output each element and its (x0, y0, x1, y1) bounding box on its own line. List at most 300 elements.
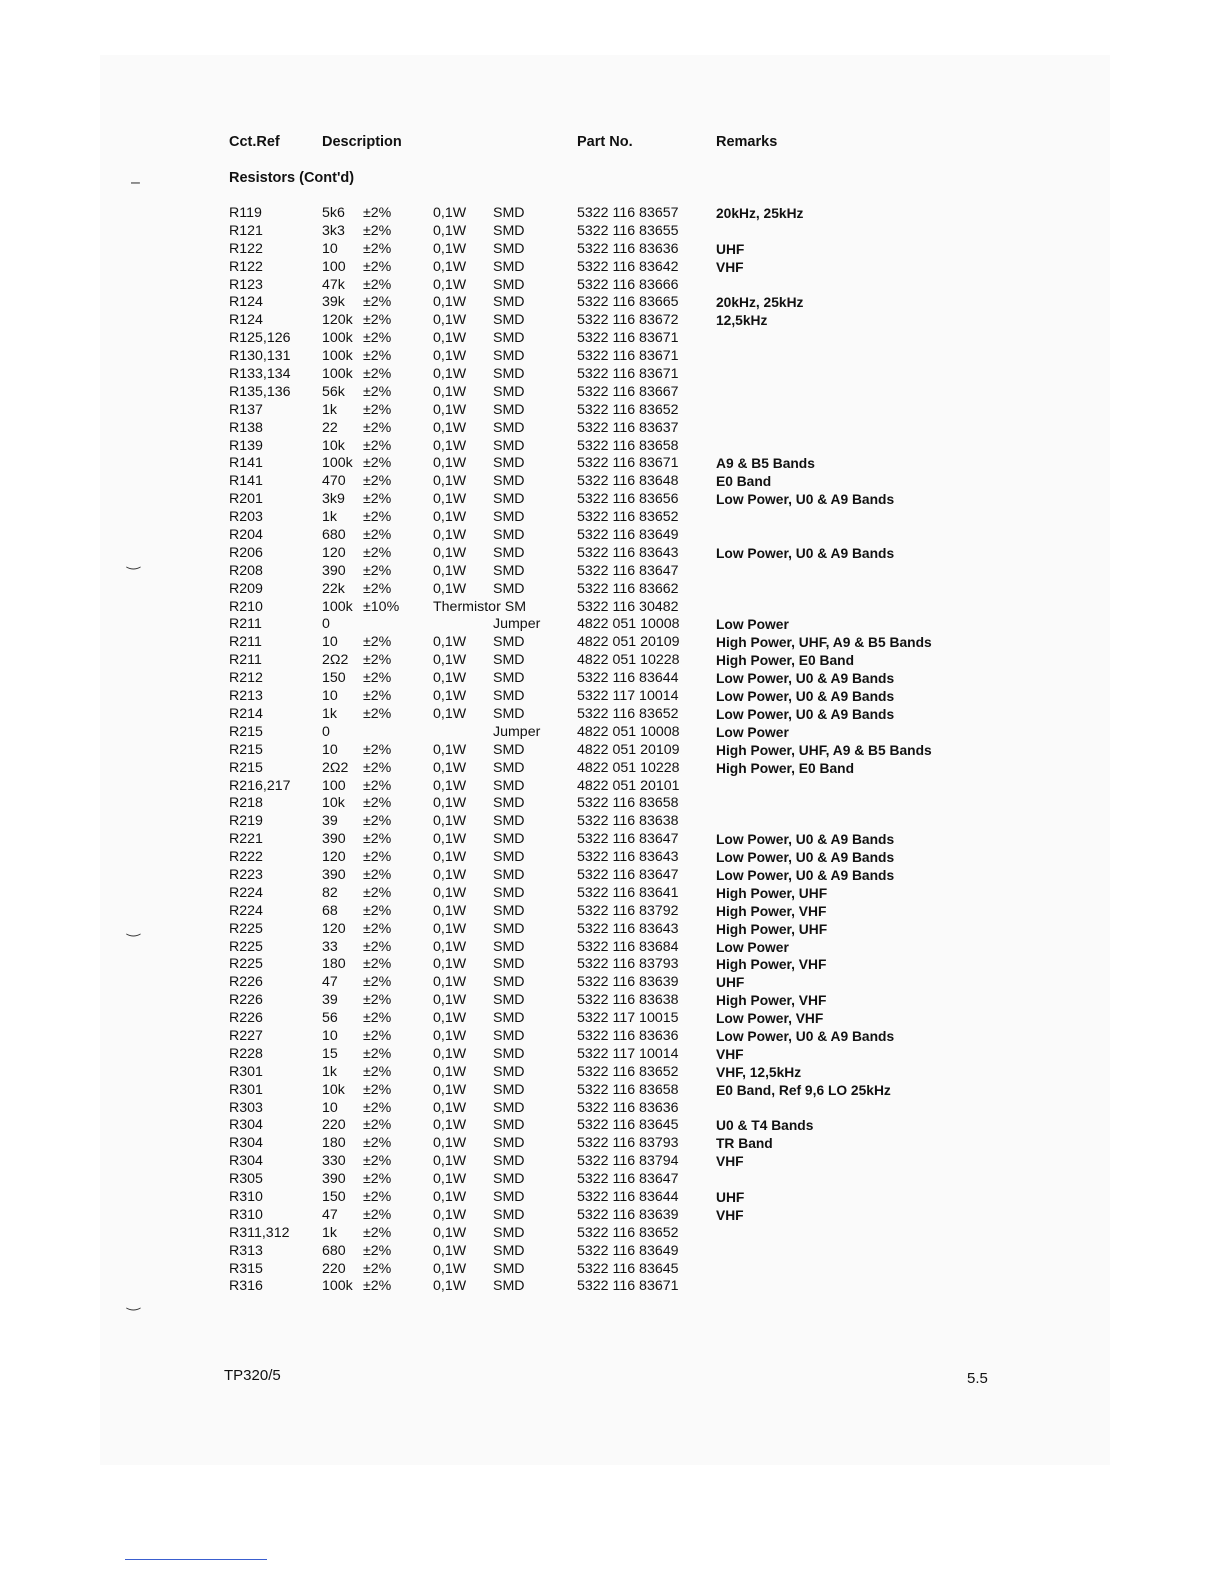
cct-ref-cell: R304 (229, 1135, 263, 1152)
tolerance-cell: ±2% (363, 759, 392, 776)
remarks-cell: U0 & T4 Bands (716, 1118, 814, 1134)
value-cell: 10 (322, 240, 338, 257)
power-cell: 0,1W (433, 920, 467, 937)
remarks-cell: Low Power, U0 & A9 Bands (716, 850, 895, 866)
cct-ref-cell: R215 (229, 723, 263, 740)
type-cell: SMD (493, 1027, 525, 1044)
table-row (0, 706, 1224, 724)
tolerance-cell: ±2% (363, 866, 392, 883)
part-no-cell: 5322 116 83666 (577, 276, 679, 293)
value-cell: 390 (322, 1171, 346, 1188)
cct-ref-cell: R211 (229, 652, 262, 669)
cct-ref-cell: R119 (229, 205, 262, 221)
cct-ref-cell: R315 (229, 1260, 263, 1277)
tolerance-cell: ±2% (363, 1081, 392, 1098)
value-cell: 56 (322, 1010, 338, 1027)
part-no-cell: 5322 116 83657 (577, 205, 679, 221)
type-cell: SMD (493, 1260, 525, 1277)
power-cell: 0,1W (433, 509, 467, 526)
cct-ref-cell: R226 (229, 992, 263, 1009)
remarks-cell: High Power, VHF (716, 903, 827, 919)
part-no-cell: 5322 116 83636 (577, 1027, 679, 1044)
power-cell: 0,1W (433, 1010, 467, 1027)
value-cell: 120 (322, 544, 346, 561)
value-cell: 47 (322, 974, 338, 991)
value-cell: 10 (322, 1027, 338, 1044)
table-row (0, 563, 1224, 581)
tolerance-cell: ±2% (363, 1242, 392, 1259)
type-cell: SMD (493, 580, 525, 597)
tolerance-cell: ±10% (363, 598, 400, 615)
cct-ref-cell: R310 (229, 1188, 263, 1205)
tolerance-cell: ±2% (363, 920, 392, 937)
part-no-cell: 5322 116 83655 (577, 222, 679, 239)
part-no-cell: 5322 116 83658 (577, 1081, 679, 1098)
power-cell: 0,1W (433, 580, 467, 597)
type-cell: SMD (493, 419, 525, 436)
power-cell: 0,1W (433, 902, 467, 919)
part-no-cell: 5322 116 83638 (577, 992, 679, 1009)
value-cell: 22k (322, 580, 345, 597)
power-cell: 0,1W (433, 330, 467, 347)
power-cell: 0,1W (433, 884, 467, 901)
bottom-rule (125, 1559, 267, 1560)
tolerance-cell: ±2% (363, 509, 392, 526)
tolerance-cell: ±2% (363, 1027, 392, 1044)
table-row (0, 652, 1224, 670)
part-no-cell: 5322 116 83792 (577, 902, 679, 919)
tolerance-cell: ±2% (363, 258, 392, 275)
cct-ref-cell: R210 (229, 598, 263, 615)
remarks-cell: Low Power, VHF (716, 1011, 824, 1027)
power-cell: 0,1W (433, 366, 467, 383)
table-row (0, 294, 1224, 312)
type-cell: SMD (493, 866, 525, 883)
part-no-cell: 5322 116 83641 (577, 884, 679, 901)
table-row (0, 1028, 1224, 1046)
tolerance-cell: ±2% (363, 688, 392, 705)
type-cell: SMD (493, 366, 525, 383)
type-cell: SMD (493, 1242, 525, 1259)
remarks-cell: 20kHz, 25kHz (716, 206, 804, 221)
value-cell: 330 (322, 1153, 346, 1170)
type-cell: SMD (493, 705, 525, 722)
remarks-cell: Low Power, U0 & A9 Bands (716, 1028, 895, 1044)
type-cell: SMD (493, 509, 525, 526)
power-cell: 0,1W (433, 527, 467, 544)
cct-ref-cell: R305 (229, 1171, 263, 1188)
value-cell: 1k (322, 705, 337, 722)
power-cell: 0,1W (433, 795, 467, 812)
remarks-cell: High Power, VHF (716, 957, 827, 973)
type-cell: SMD (493, 795, 525, 812)
type-cell: SMD (493, 777, 525, 794)
footer-doc-id: TP320/5 (224, 1367, 281, 1384)
table-row (0, 420, 1224, 438)
remarks-cell: Low Power, U0 & A9 Bands (716, 706, 895, 722)
power-cell: 0,1W (433, 1188, 467, 1205)
cct-ref-cell: R122 (229, 240, 263, 257)
part-no-cell: 5322 116 83652 (577, 705, 679, 722)
table-row (0, 277, 1224, 295)
part-no-cell: 5322 116 83652 (577, 1063, 679, 1080)
type-cell: SMD (493, 992, 525, 1009)
power-cell: 0,1W (433, 741, 467, 758)
table-row (0, 581, 1224, 599)
type-cell: SMD (493, 473, 525, 490)
table-row (0, 939, 1224, 957)
part-no-cell: 5322 116 83652 (577, 401, 679, 418)
value-cell: 100 (322, 258, 346, 275)
cct-ref-cell: R304 (229, 1117, 263, 1134)
type-cell: SMD (493, 240, 525, 257)
tolerance-cell: ±2% (363, 902, 392, 919)
table-row (0, 491, 1224, 509)
value-cell: 1k (322, 1063, 337, 1080)
value-cell: 47 (322, 1206, 338, 1223)
table-row (0, 813, 1224, 831)
table-row (0, 259, 1224, 277)
remarks-cell: High Power, E0 Band (716, 653, 854, 669)
part-no-cell: 5322 117 10015 (577, 1010, 679, 1027)
table-row (0, 831, 1224, 849)
tolerance-cell: ±2% (363, 849, 392, 866)
cct-ref-cell: R227 (229, 1027, 263, 1044)
power-cell: 0,1W (433, 419, 467, 436)
power-cell: 0,1W (433, 813, 467, 830)
part-no-cell: 4822 051 10228 (577, 652, 680, 669)
part-no-cell: 5322 116 83636 (577, 1099, 679, 1116)
tolerance-cell: ±2% (363, 1171, 392, 1188)
cct-ref-cell: R224 (229, 902, 263, 919)
cct-ref-cell: R138 (229, 419, 263, 436)
power-cell: 0,1W (433, 849, 467, 866)
table-row (0, 903, 1224, 921)
tolerance-cell: ±2% (363, 366, 392, 383)
remarks-cell: Low Power, U0 & A9 Bands (716, 545, 895, 561)
table-row (0, 205, 1224, 223)
cct-ref-cell: R213 (229, 688, 263, 705)
power-cell: 0,1W (433, 992, 467, 1009)
table-row (0, 1225, 1224, 1243)
header-cct-ref: Cct.Ref (229, 134, 280, 150)
value-cell: 100 (322, 777, 346, 794)
table-row (0, 545, 1224, 563)
part-no-cell: 5322 116 83644 (577, 670, 679, 687)
cct-ref-cell: R203 (229, 509, 263, 526)
remarks-cell: A9 & B5 Bands (716, 456, 815, 472)
tolerance-cell: ±2% (363, 1135, 392, 1152)
cct-ref-cell: R226 (229, 1010, 263, 1027)
remarks-cell: Low Power, U0 & A9 Bands (716, 689, 895, 705)
part-no-cell: 5322 116 83648 (577, 473, 679, 490)
power-cell: 0,1W (433, 1099, 467, 1116)
table-row (0, 223, 1224, 241)
table-row (0, 1243, 1224, 1261)
cct-ref-cell: R316 (229, 1278, 263, 1295)
power-cell: 0,1W (433, 205, 467, 221)
cct-ref-cell: R121 (229, 222, 263, 239)
table-row (0, 616, 1224, 634)
tolerance-cell: ±2% (363, 1117, 392, 1134)
type-cell: SMD (493, 670, 525, 687)
part-no-cell: 5322 116 83671 (577, 366, 679, 383)
power-cell: 0,1W (433, 258, 467, 275)
type-cell: SMD (493, 1045, 525, 1062)
power-cell: 0,1W (433, 312, 467, 329)
tolerance-cell: ±2% (363, 795, 392, 812)
margin-curve-mark: ‿ (127, 553, 140, 570)
type-cell: SMD (493, 849, 525, 866)
remarks-cell: UHF (716, 1189, 745, 1205)
cct-ref-cell: R211 (229, 616, 262, 633)
value-cell: 47k (322, 276, 345, 293)
power-cell: 0,1W (433, 1027, 467, 1044)
value-cell: 680 (322, 527, 346, 544)
table-row (0, 688, 1224, 706)
power-cell: 0,1W (433, 652, 467, 669)
remarks-cell: VHF (716, 1046, 744, 1062)
remarks-cell: VHF (716, 1207, 744, 1223)
part-no-cell: 5322 117 10014 (577, 1045, 679, 1062)
type-cell: SMD (493, 348, 525, 365)
tolerance-cell: ±2% (363, 562, 392, 579)
cct-ref-cell: R219 (229, 813, 263, 830)
power-cell: 0,1W (433, 455, 467, 472)
value-cell: 100k (322, 366, 353, 383)
remarks-cell: Low Power, U0 & A9 Bands (716, 492, 895, 508)
cct-ref-cell: R225 (229, 956, 263, 973)
part-no-cell: 5322 116 83645 (577, 1260, 679, 1277)
value-cell: 0 (322, 723, 330, 740)
tolerance-cell: ±2% (363, 1099, 392, 1116)
type-cell: SMD (493, 920, 525, 937)
cct-ref-cell: R135,136 (229, 383, 291, 400)
part-no-cell: 5322 116 83656 (577, 491, 679, 508)
part-no-cell: 4822 051 10008 (577, 616, 680, 633)
table-row (0, 402, 1224, 420)
part-no-cell: 4822 051 20109 (577, 634, 680, 651)
value-cell: 680 (322, 1242, 346, 1259)
cct-ref-cell: R208 (229, 562, 263, 579)
value-cell: 10k (322, 437, 345, 454)
part-no-cell: 4822 051 10228 (577, 759, 680, 776)
tolerance-cell: ±2% (363, 992, 392, 1009)
tolerance-cell: ±2% (363, 437, 392, 454)
value-cell: 120 (322, 920, 346, 937)
type-cell: SMD (493, 688, 525, 705)
tolerance-cell: ±2% (363, 777, 392, 794)
table-row (0, 670, 1224, 688)
part-no-cell: 5322 116 83671 (577, 1278, 679, 1295)
remarks-cell: VHF (716, 259, 744, 275)
table-row (0, 1153, 1224, 1171)
power-cell: 0,1W (433, 1117, 467, 1134)
parts-table (0, 205, 1224, 1296)
cct-ref-cell: R133,134 (229, 366, 291, 383)
table-row (0, 1117, 1224, 1135)
remarks-cell: High Power, VHF (716, 993, 827, 1009)
margin-curve-mark: ‿ (127, 1294, 140, 1311)
value-cell: 100k (322, 598, 353, 615)
cct-ref-cell: R124 (229, 294, 263, 311)
table-row (0, 1171, 1224, 1189)
type-cell: SMD (493, 258, 525, 275)
margin-curve-mark: ‿ (127, 920, 140, 937)
part-no-cell: 5322 116 83652 (577, 1224, 679, 1241)
power-cell: 0,1W (433, 831, 467, 848)
part-no-cell: 5322 116 83645 (577, 1117, 679, 1134)
tolerance-cell: ±2% (363, 383, 392, 400)
value-cell: 390 (322, 831, 346, 848)
table-header (0, 134, 1224, 152)
table-row (0, 885, 1224, 903)
part-no-cell: 5322 116 83643 (577, 849, 679, 866)
power-cell: 0,1W (433, 1278, 467, 1295)
table-row (0, 974, 1224, 992)
cct-ref-cell: R218 (229, 795, 263, 812)
tolerance-cell: ±2% (363, 544, 392, 561)
type-cell: SMD (493, 312, 525, 329)
power-cell: 0,1W (433, 401, 467, 418)
type-cell: SMD (493, 1081, 525, 1098)
table-row (0, 1082, 1224, 1100)
part-no-cell: 5322 116 83658 (577, 437, 679, 454)
tolerance-cell: ±2% (363, 294, 392, 311)
tolerance-cell: ±2% (363, 1260, 392, 1277)
power-cell: 0,1W (433, 491, 467, 508)
tolerance-cell: ±2% (363, 938, 392, 955)
value-cell: 1k (322, 1224, 337, 1241)
remarks-cell: Low Power, U0 & A9 Bands (716, 832, 895, 848)
table-row (0, 599, 1224, 617)
value-cell: 100k (322, 330, 353, 347)
power-cell: 0,1W (433, 383, 467, 400)
type-cell: SMD (493, 974, 525, 991)
remarks-cell: 20kHz, 25kHz (716, 295, 804, 311)
cct-ref-cell: R313 (229, 1242, 263, 1259)
tolerance-cell: ±2% (363, 974, 392, 991)
value-cell: 0 (322, 616, 330, 633)
cct-ref-cell: R311,312 (229, 1224, 290, 1241)
power-cell: 0,1W (433, 1135, 467, 1152)
value-cell: 15 (322, 1045, 338, 1062)
power-cell: 0,1W (433, 705, 467, 722)
tolerance-cell: ±2% (363, 473, 392, 490)
tolerance-cell: ±2% (363, 813, 392, 830)
type-cell: SMD (493, 1063, 525, 1080)
table-row (0, 778, 1224, 796)
type-cell: SMD (493, 527, 525, 544)
type-cell: SMD (493, 1206, 525, 1223)
remarks-cell: E0 Band, Ref 9,6 LO 25kHz (716, 1082, 891, 1098)
cct-ref-cell: R123 (229, 276, 263, 293)
table-row (0, 1046, 1224, 1064)
value-cell: 56k (322, 383, 345, 400)
power-cell: 0,1W (433, 294, 467, 311)
part-no-cell: 5322 116 83671 (577, 455, 679, 472)
value-cell: 150 (322, 670, 346, 687)
part-no-cell: 5322 116 83639 (577, 1206, 679, 1223)
power-cell: 0,1W (433, 670, 467, 687)
type-cell: SMD (493, 455, 525, 472)
part-no-cell: 5322 117 10014 (577, 688, 679, 705)
tolerance-cell: ±2% (363, 527, 392, 544)
power-cell: 0,1W (433, 688, 467, 705)
tolerance-cell: ±2% (363, 741, 392, 758)
cct-ref-cell: R223 (229, 866, 263, 883)
power-cell: 0,1W (433, 240, 467, 257)
margin-dash-mark: – (131, 174, 140, 191)
tolerance-cell: ±2% (363, 1153, 392, 1170)
header-remarks: Remarks (716, 134, 778, 150)
part-no-cell: 5322 116 83652 (577, 509, 679, 526)
table-row (0, 1064, 1224, 1082)
part-no-cell: 4822 051 20101 (577, 777, 680, 794)
tolerance-cell: ±2% (363, 312, 392, 329)
cct-ref-cell: R139 (229, 437, 263, 454)
table-row (0, 956, 1224, 974)
part-no-cell: 5322 116 83671 (577, 330, 679, 347)
type-cell: SMD (493, 1188, 525, 1205)
remarks-cell: Low Power (716, 939, 789, 955)
value-cell: 10 (322, 634, 338, 651)
table-row (0, 867, 1224, 885)
remarks-cell: TR Band (716, 1136, 773, 1152)
table-row (0, 527, 1224, 545)
table-row (0, 366, 1224, 384)
tolerance-cell: ±2% (363, 491, 392, 508)
table-row (0, 473, 1224, 491)
remarks-cell: High Power, UHF (716, 921, 828, 937)
power-cell: 0,1W (433, 634, 467, 651)
cct-ref-cell: R214 (229, 705, 263, 722)
part-no-cell: 5322 116 83794 (577, 1153, 679, 1170)
power-cell: 0,1W (433, 759, 467, 776)
value-cell: 100k (322, 1278, 353, 1295)
part-no-cell: 5322 116 83642 (577, 258, 679, 275)
part-no-cell: 5322 116 83672 (577, 312, 679, 329)
remarks-cell: High Power, UHF (716, 885, 828, 901)
power-cell: 0,1W (433, 866, 467, 883)
tolerance-cell: ±2% (363, 419, 392, 436)
value-cell: 100k (322, 455, 353, 472)
remarks-cell: UHF (716, 975, 745, 991)
value-cell: 3k9 (322, 491, 345, 508)
power-cell: 0,1W (433, 1171, 467, 1188)
tolerance-cell: ±2% (363, 401, 392, 418)
remarks-cell: Low Power, U0 & A9 Bands (716, 671, 895, 687)
value-cell: 390 (322, 562, 346, 579)
type-cell: SMD (493, 1171, 525, 1188)
type-cell: SMD (493, 938, 525, 955)
power-cell: 0,1W (433, 348, 467, 365)
value-cell: 39 (322, 992, 338, 1009)
type-cell: SMD (493, 902, 525, 919)
tolerance-cell: ±2% (363, 634, 392, 651)
value-cell: 33 (322, 938, 338, 955)
value-cell: 220 (322, 1260, 346, 1277)
part-no-cell: 5322 116 83665 (577, 294, 679, 311)
tolerance-cell: ±2% (363, 1045, 392, 1062)
cct-ref-cell: R301 (229, 1081, 263, 1098)
cct-ref-cell: R225 (229, 920, 263, 937)
cct-ref-cell: R209 (229, 580, 263, 597)
table-row (0, 1278, 1224, 1296)
part-no-cell: 5322 116 83662 (577, 580, 679, 597)
value-cell: 3k3 (322, 222, 345, 239)
tolerance-cell: ±2% (363, 330, 392, 347)
